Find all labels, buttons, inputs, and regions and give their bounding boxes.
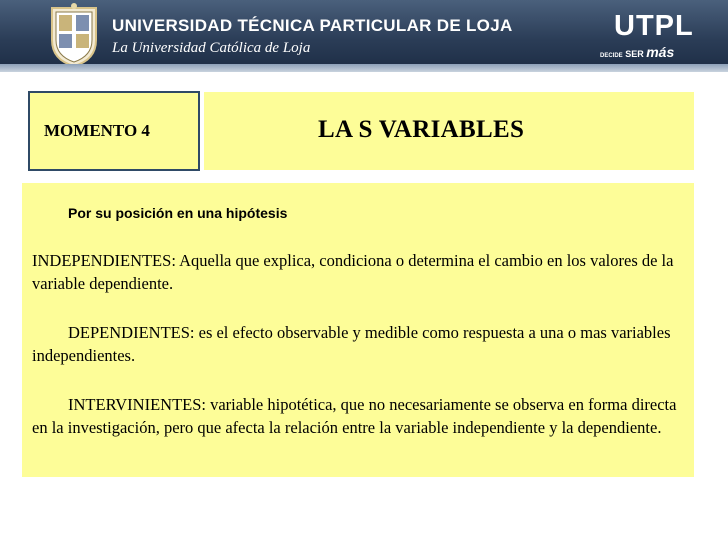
brand-name: UTPL [614, 10, 694, 42]
utpl-logo [600, 10, 710, 60]
moment-label: MOMENTO 4 [44, 121, 150, 140]
moment-box [28, 91, 200, 171]
university-crest-icon [46, 2, 102, 68]
paragraph-independientes: INDEPENDIENTES: Aquella que explica, condiciona o determina el cambio en los valores de la variable dependiente. [32, 251, 674, 293]
brand-tagline [600, 44, 674, 60]
university-name: UNIVERSIDAD TÉCNICA PARTICULAR DE LOJA [112, 16, 513, 35]
content-box [22, 183, 694, 477]
tagline-ser: SER [625, 49, 644, 59]
title-band [204, 92, 694, 170]
header-bottom-strip [0, 64, 728, 72]
tagline-mas: más [646, 44, 675, 60]
paragraph-intervinientes: INTERVINIENTES: variable hipotética, que no necesariamente se observa en forma directa en la investigación, pero que afecta la relación entre la variable independiente y la dependiente. [32, 395, 677, 437]
tagline-decide: DECIDE [600, 53, 623, 59]
university-subtitle: La Universidad Católica de Loja [112, 40, 311, 56]
header-banner [0, 0, 728, 72]
slide-title: LA S VARIABLES [318, 116, 525, 143]
section-heading: Por su posición en una hipótesis [68, 205, 288, 221]
paragraph-dependientes: DEPENDIENTES: es el efecto observable y medible como respuesta a una o mas variables independientes. [32, 323, 671, 365]
